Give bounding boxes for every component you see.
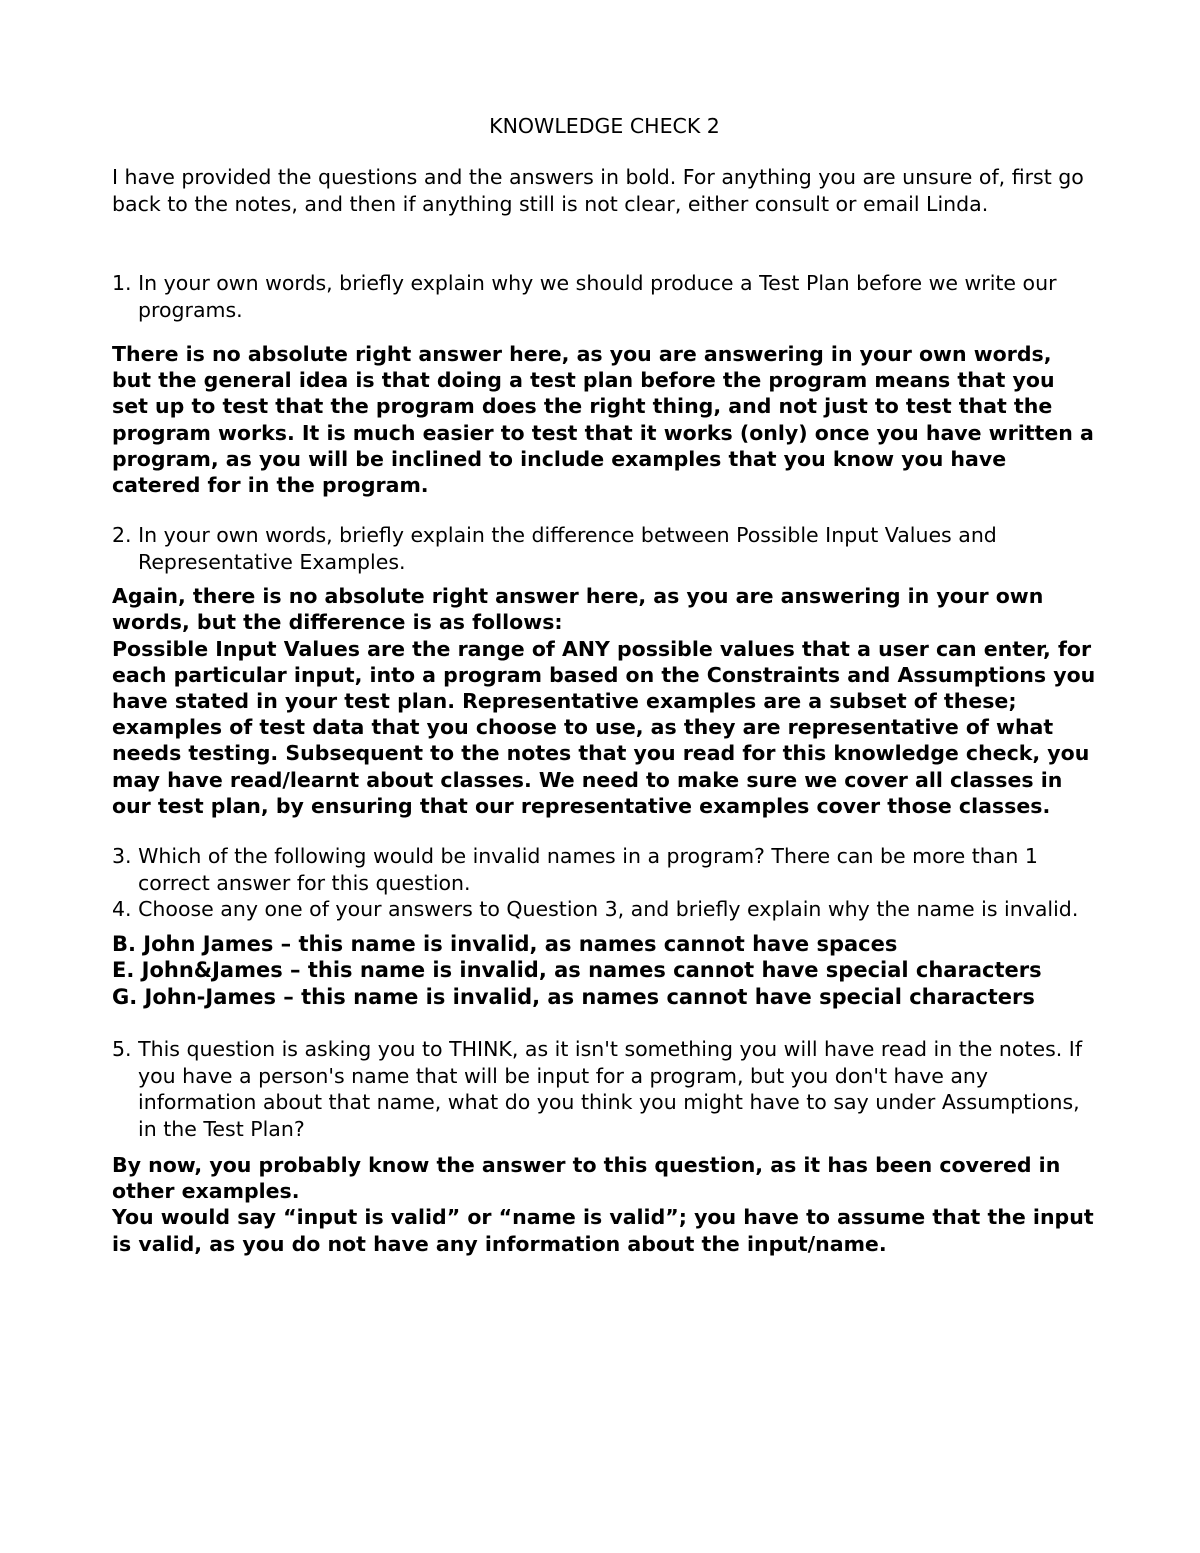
document-title: KNOWLEDGE CHECK 2 [489,114,720,138]
option-g-letter: G. [112,984,138,1009]
answer-2-line-2: Possible Input Values are the range of ANY possible values that a user can enter, for each particular input, into a program based on the Constraints and Assumptions you have stated in your test plan. Representative examples are a subset of these; examples of test data that you choose to use, as they are representative of what needs testing. Subsequent to the notes that you read for this knowledge check, you may have read/learnt about classes. We need to make sure we cover all classes in our test plan, by ensuring that our representative examples cover those classes. [112,636,1096,818]
question-4 [112,896,1097,923]
question-3-text: Which of the following would be invalid names in a program? There can be more than 1 correct answer for this question. [138,844,1038,895]
question-4-number: 4. [112,897,132,922]
question-2-number: 2. [112,523,132,548]
answer-2 [112,583,1097,819]
option-g-text: John-James – this name is invalid, as names cannot have special characters [144,984,1035,1009]
answer-1: There is no absolute right answer here, as you are answering in your own words, but the general idea is that doing a test plan before the program means that you set up to test that the program does the right thing, and not just to test that the program works. It is much easier to test that it works (only) once you have written a program, as you will be inclined to include examples that you know you have catered for in the program. [112,342,1094,498]
question-2 [112,522,1097,575]
answer-5-line-2: You would say “input is valid” or “name is valid”; you have to assume that the input is valid, as you do not have any information about the input/name. [112,1205,1094,1256]
option-e [112,957,1097,984]
question-5-text: This question is asking you to THINK, as it isn't something you will have read in the notes. If you have a person's name that will be input for a program, but you don't have any information about that name, what do you think you might have to say under Assumptions, in the Test Plan? [138,1037,1083,1141]
intro-paragraph: I have provided the questions and the answers in bold. For anything you are unsure of, first go back to the notes, and then if anything still is not clear, either consult or email Linda. [112,165,1084,216]
question-4-text: Choose any one of your answers to Question 3, and briefly explain why the name is invalid. [138,897,1079,922]
question-1 [112,270,1097,323]
option-e-letter: E. [112,958,135,983]
option-b-text: John James – this name is invalid, as names cannot have spaces [143,931,898,956]
answer-5 [112,1152,1097,1257]
option-g [112,984,1097,1011]
option-b-letter: B. [112,931,136,956]
question-1-text: In your own words, briefly explain why we should produce a Test Plan before we write our programs. [138,271,1057,322]
answer-2-line-1: Again, there is no absolute right answer here, as you are answering in your own words, but the difference is as follows: [112,584,1044,635]
question-3 [112,843,1097,896]
question-3-number: 3. [112,844,132,869]
question-2-text: In your own words, briefly explain the difference between Possible Input Values and Representative Examples. [138,523,997,574]
question-5 [112,1036,1097,1142]
option-b [112,931,1097,958]
option-e-text: John&James – this name is invalid, as names cannot have special characters [141,958,1042,983]
answer-5-line-1: By now, you probably know the answer to this question, as it has been covered in other examples. [112,1153,1061,1204]
question-1-number: 1. [112,271,132,295]
answer-4-options [112,931,1097,1011]
question-5-number: 5. [112,1037,132,1062]
document-body [112,113,1097,1257]
